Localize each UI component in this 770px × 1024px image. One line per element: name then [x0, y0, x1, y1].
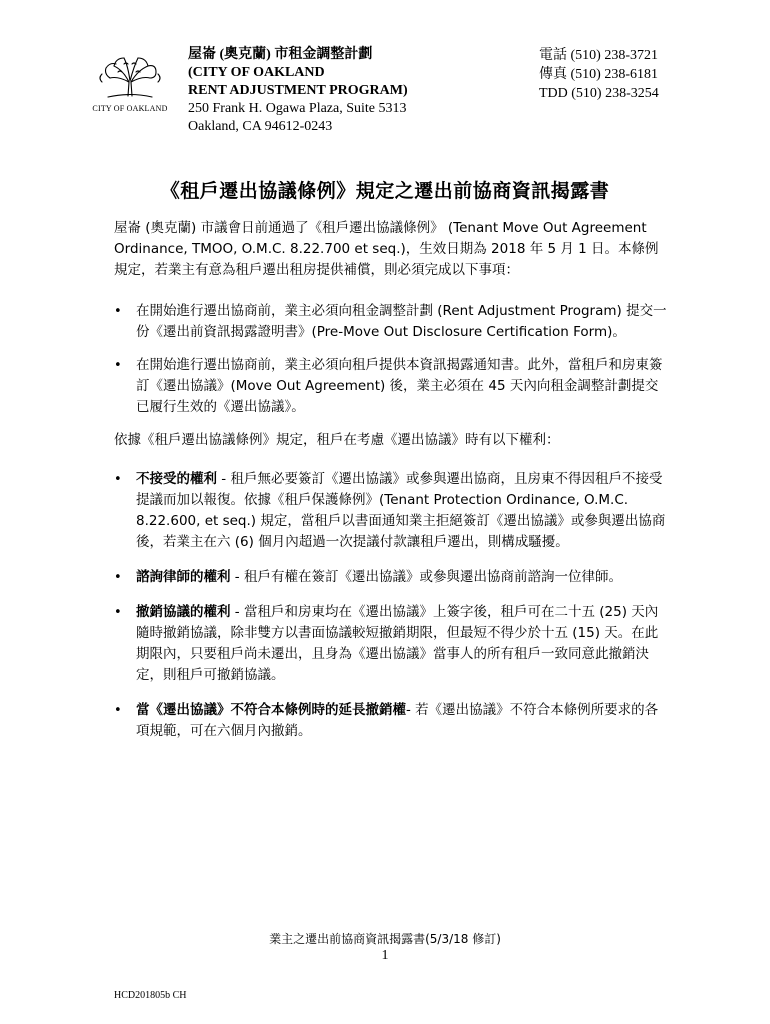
- logo-caption: CITY OF OAKLAND: [92, 104, 168, 113]
- org-name-line-2: RENT ADJUSTMENT PROGRAM): [188, 83, 408, 98]
- bullet-icon: •: [114, 570, 122, 585]
- list-item: [114, 301, 669, 343]
- fax-number: 傳真 (510) 238-6181: [539, 67, 658, 82]
- page-number: 1: [381, 948, 389, 963]
- address-line-2: Oakland, CA 94612-0243: [188, 119, 333, 134]
- requirements-list: [114, 301, 669, 418]
- list-item: [114, 567, 669, 588]
- right-text: - 租戶無必要簽訂《遷出協議》或參與遷出協商，且房東不得因租戶不接受提議而加以報復。依據《租戶保護條例》(Tenant Protection Ordinance, O.M.C. 8.22.600, et seq.) 規定，當租戶以書面通知業主拒絕簽訂《遷出協議》或參與遷出協商後，若業主在六 (6) 個月內超過一次提議付款讓租戶遷出，則構成騷擾。: [136, 471, 666, 550]
- bullet-icon: •: [114, 304, 122, 319]
- address-line-1: 250 Frank H. Ogawa Plaza, Suite 5313: [188, 101, 407, 116]
- contact-block: [539, 46, 659, 103]
- right-text: - 當租戶和房東均在《遷出協議》上簽字後，租戶可在二十五 (25) 天內隨時撤銷協議，除非雙方以書面協議較短撤銷期限，但最短不得少於十五 (15) 天。在此期限內，只要租戶尚未遷出，且身為《遷出協議》當事人的所有租戶一致同意此撤銷決定，則租戶可撤銷協議。: [136, 604, 659, 683]
- org-name-line-1: (CITY OF OAKLAND: [188, 65, 325, 80]
- tdd-number: TDD (510) 238-3254: [539, 86, 659, 101]
- bullet-icon: •: [114, 358, 122, 373]
- rights-intro-paragraph: 依據《租戶遷出協議條例》規定，租戶在考慮《遷出協議》時有以下權利：: [114, 432, 560, 448]
- bullet-icon: •: [114, 703, 122, 718]
- right-text: - 若《遷出協議》不符合本條例所要求的各項規範，可在六個月內撤銷。: [136, 702, 659, 739]
- list-item: [114, 355, 669, 418]
- document-title: 《租戶遷出協議條例》規定之遷出前協商資訊揭露書: [160, 180, 610, 202]
- requirement-text: 在開始進行遷出協商前，業主必須向租金調整計劃 (Rent Adjustment Program) 提交一份《遷出前資訊揭露證明書》(Pre-Move Out Disclosure Certification Form)。: [136, 303, 667, 340]
- bullet-icon: •: [114, 605, 122, 620]
- right-term: 不接受的權利: [136, 471, 217, 487]
- phone-number: 電話 (510) 238-3721: [539, 48, 658, 63]
- document-body: [114, 218, 669, 756]
- right-term: 當《遷出協議》不符合本條例時的延長撤銷權: [136, 702, 406, 718]
- org-name-chinese: 屋崙 (奧克蘭) 市租金調整計劃: [188, 47, 373, 62]
- right-term: 撤銷協議的權利: [136, 604, 231, 620]
- list-item: [114, 469, 669, 553]
- oak-tree-icon: [88, 52, 172, 102]
- list-item: [114, 700, 669, 742]
- requirement-text: 在開始進行遷出協商前，業主必須向租戶提供本資訊揭露通知書。此外，當租戶和房東簽訂《遷出協議》(Move Out Agreement) 後，業主必須在 45 天內向租金調整計劃提交已履行生效的《遷出協議》。: [136, 357, 663, 415]
- bullet-icon: •: [114, 472, 122, 487]
- city-of-oakland-logo: [88, 52, 172, 118]
- right-term: 諮詢律師的權利: [136, 569, 231, 585]
- footer-title: 業主之遷出前協商資訊揭露書(5/3/18 修訂): [269, 932, 501, 946]
- intro-paragraph: 屋崙 (奧克蘭) 市議會日前通過了《租戶遷出協議條例》 (Tenant Move Out Agreement Ordinance, TMOO, O.M.C. 8.22.700 et seq.)，生效日期為 2018 年 5 月 1 日。本條例規定，若業主有意為租戶遷出租房提供補償，則必須完成以下事項：: [114, 220, 659, 278]
- letterhead: [0, 0, 770, 150]
- list-item: [114, 602, 669, 686]
- organization-block: [188, 46, 408, 136]
- rights-list: [114, 469, 669, 742]
- right-text: - 租戶有權在簽訂《遷出協議》或參與遷出協商前諮詢一位律師。: [230, 569, 622, 585]
- document-code: HCD201805b CH: [114, 990, 187, 1001]
